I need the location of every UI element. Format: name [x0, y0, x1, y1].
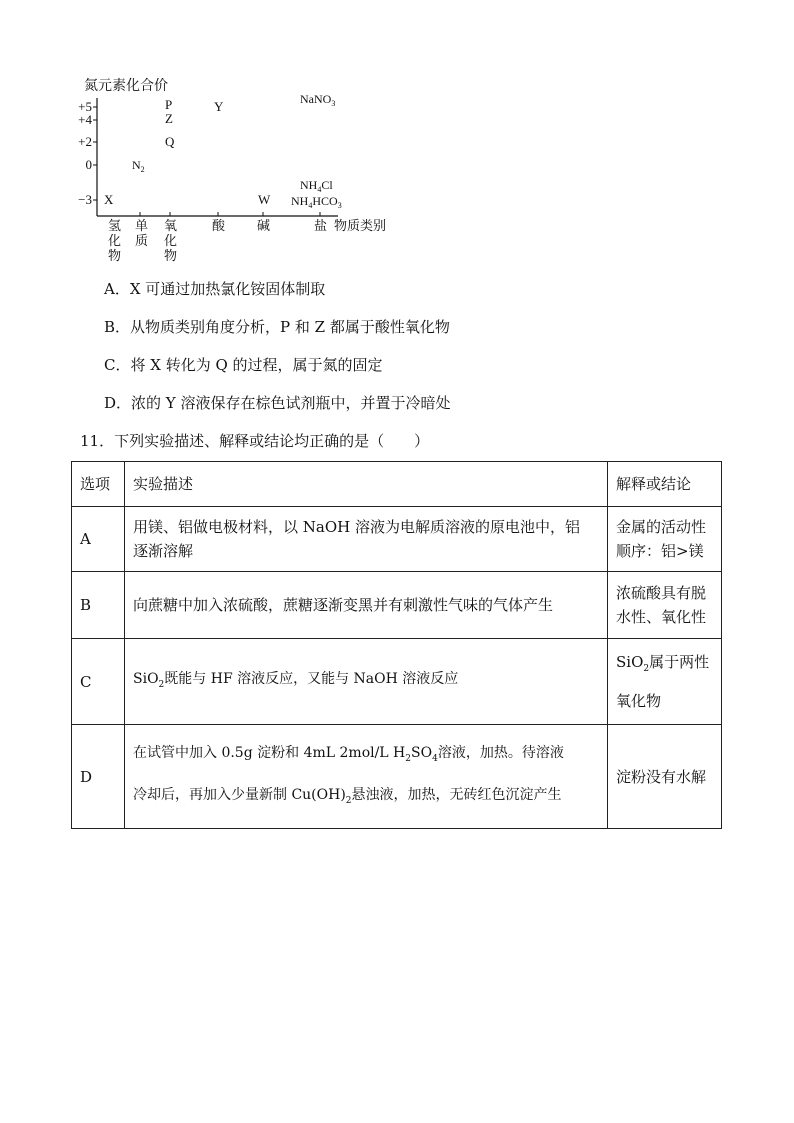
header-description: 实验描述	[125, 462, 608, 507]
concl-text: SiO	[616, 653, 644, 671]
concl-text: 属于两性	[649, 653, 710, 671]
desc-text: 在试管中加入 0.5g 淀粉和 4mL 2mol/L H	[133, 744, 406, 761]
point-Q: Q	[165, 134, 175, 149]
row-option: D	[72, 725, 125, 829]
point-NH4HCO3: $NH_4HCO_3$	[291, 194, 342, 210]
desc-text: SO	[411, 744, 433, 761]
desc-line: 逐渐溶解	[133, 542, 194, 560]
point-N2: $N_2$	[132, 158, 145, 174]
desc-text: 悬浊液，加热，无砖红色沉淀产生	[351, 786, 562, 803]
concl-line	[616, 646, 713, 685]
concl-line: 金属的活动性	[616, 518, 707, 536]
header-conclusion: 解释或结论	[608, 462, 722, 507]
x-category-oxide: 氧 化 物	[164, 218, 178, 263]
experiment-table	[71, 461, 722, 829]
desc-line: 用镁、铝做电极材料，以 NaOH 溶液为电解质溶液的原电池中，铝	[133, 518, 580, 536]
row-option: B	[72, 572, 125, 639]
row-option: C	[72, 639, 125, 725]
concl-line: 浓硫酸具有脱	[616, 584, 707, 602]
y-tick-label: 0	[85, 157, 92, 172]
desc-sub: 4	[432, 753, 438, 764]
x-category-base: 碱	[257, 218, 271, 233]
option-a: A．X 可通过加热氯化铵固体制取	[104, 280, 326, 298]
row-conclusion	[608, 639, 722, 725]
point-Z: Z	[165, 111, 173, 126]
table-row	[72, 507, 722, 572]
point-P: P	[165, 97, 173, 112]
desc-line	[133, 777, 599, 819]
y-tick-label: +4	[78, 112, 92, 127]
option-c: C．将 X 转化为 Q 的过程，属于氮的固定	[104, 356, 383, 374]
point-X: X	[104, 192, 114, 207]
concl-line: 氧化物	[616, 692, 662, 710]
nitrogen-valence-diagram	[60, 70, 420, 270]
option-d: D．浓的 Y 溶液保存在棕色试剂瓶中，并置于冷暗处	[104, 394, 451, 412]
y-tick-label: +2	[78, 134, 92, 149]
desc-text: 既能与 HF 溶液反应，又能与 NaOH 溶液反应	[164, 670, 459, 687]
row-description	[125, 639, 608, 725]
x-category-salt: 盐	[314, 218, 328, 233]
point-NaNO3: NaNO$_3$	[300, 92, 336, 108]
row-description	[125, 725, 608, 829]
desc-text: 冷却后，再加入少量新制 Cu(OH)	[133, 786, 346, 803]
y-axis-title: 氮元素化合价	[84, 79, 168, 94]
row-description: 向蔗糖中加入浓硫酸，蔗糖逐渐变黑并有刺激性气味的气体产生	[125, 572, 608, 639]
desc-sub: 2	[405, 753, 412, 764]
question-11-stem: 11．下列实验描述、解释或结论均正确的是（ ）	[80, 432, 430, 450]
x-axis-title: 物质类别	[334, 218, 387, 233]
row-conclusion	[608, 572, 722, 639]
x-category-element: 单 质	[135, 218, 149, 248]
table-row	[72, 572, 722, 639]
table-row	[72, 725, 722, 829]
row-conclusion: 淀粉没有水解	[608, 725, 722, 829]
y-tick-label: −3	[78, 192, 92, 207]
row-option: A	[72, 507, 125, 572]
point-Y: Y	[214, 99, 224, 114]
desc-text: SiO	[133, 670, 159, 687]
concl-sub: 2	[643, 664, 650, 674]
table-header-row	[72, 462, 722, 507]
option-b: B．从物质类别角度分析，P 和 Z 都属于酸性氧化物	[104, 318, 450, 336]
desc-sub: 2	[158, 679, 165, 690]
row-conclusion	[608, 507, 722, 572]
header-option: 选项	[72, 462, 125, 507]
point-W: W	[258, 192, 271, 207]
x-category-hydride: 氢 化 物	[108, 218, 122, 263]
desc-text: 溶液，加热。待溶液	[437, 744, 564, 761]
row-description	[125, 507, 608, 572]
concl-line: 顺序：铝>镁	[616, 542, 704, 560]
y-tick-label: +5	[78, 99, 92, 114]
desc-line	[133, 735, 599, 777]
desc-sub: 2	[345, 795, 352, 806]
point-NH4Cl: $NH_4Cl$	[300, 178, 333, 194]
concl-line: 水性、氧化性	[616, 608, 707, 626]
table-row	[72, 639, 722, 725]
x-category-acid: 酸	[212, 218, 226, 233]
